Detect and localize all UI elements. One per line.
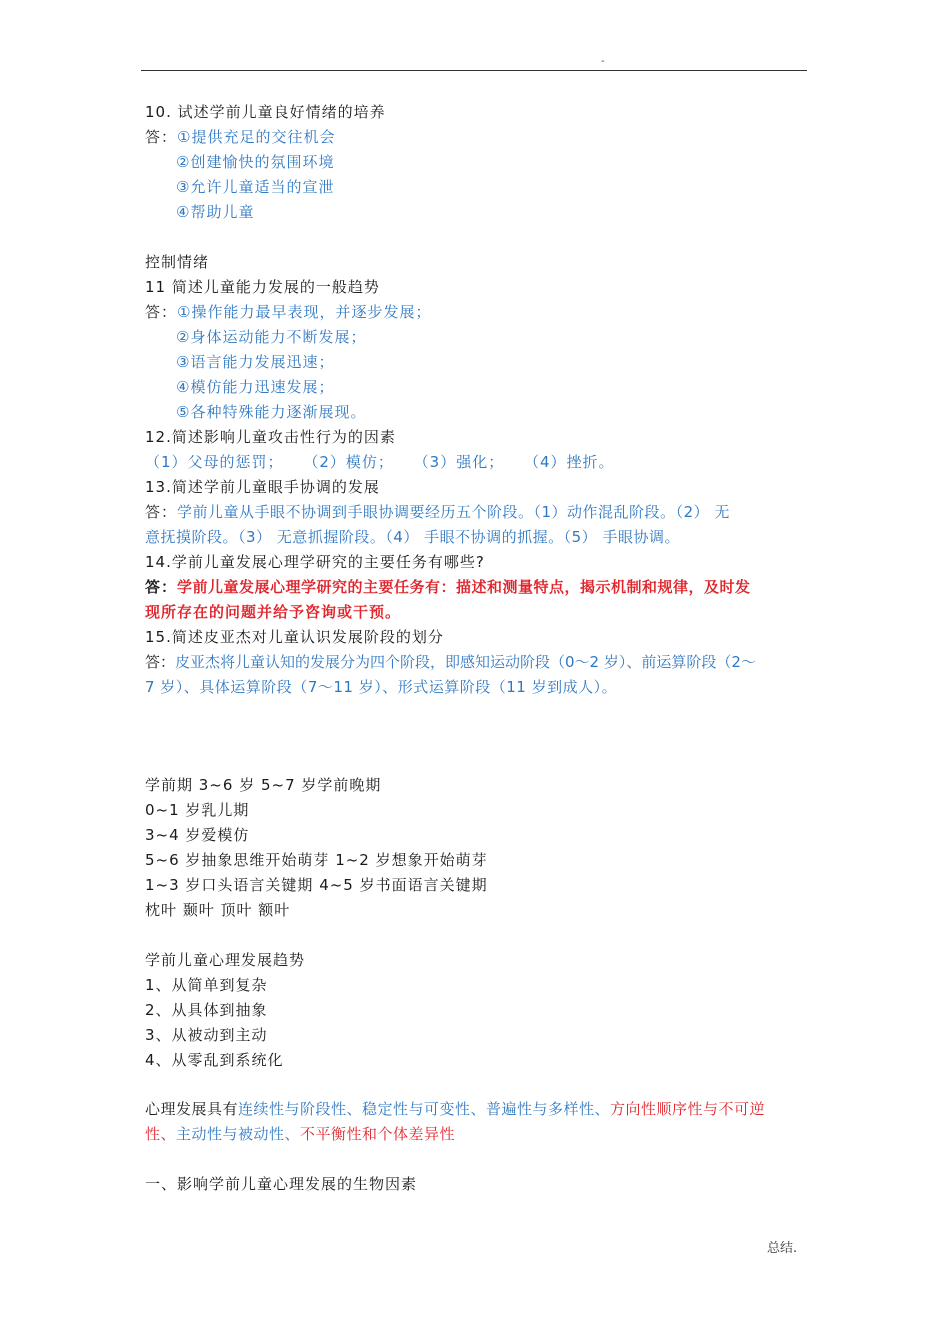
features-line <box>145 1099 765 1119</box>
features-red-text: 性、 <box>145 1125 177 1143</box>
q10-item: ③允许儿童适当的宣泄 <box>176 178 335 196</box>
q10-item: ①提供充足的交往机会 <box>177 128 336 146</box>
q13-title: 13.简述学前儿童眼手协调的发展 <box>145 478 380 496</box>
trend-item: 3、从被动到主动 <box>145 1026 268 1044</box>
note-line: 学前期 3~6 岁 5~7 岁学前晚期 <box>145 776 382 794</box>
q10-continuation: 控制情绪 <box>145 253 210 271</box>
trend-item: 1、从简单到复杂 <box>145 976 268 994</box>
q10-title: 10. 试述学前儿童良好情绪的培养 <box>145 103 386 121</box>
q10-answer-label: 答： <box>145 128 178 146</box>
q15-answer-text: 7 岁）、具体运算阶段（7～11 岁）、形式运算阶段（11 岁到成人）。 <box>145 678 618 696</box>
footer-text: 总结. <box>767 1241 798 1256</box>
q13-answer-line <box>145 502 730 522</box>
q11-title: 11 简述儿童能力发展的一般趋势 <box>145 278 380 296</box>
q12-answer-item: （2）模仿； <box>303 453 394 471</box>
q15-title: 15.简述皮亚杰对儿童认识发展阶段的划分 <box>145 628 444 646</box>
features-red-text: 方向性顺序性与不可逆 <box>610 1100 766 1118</box>
q12-answer <box>145 452 615 472</box>
trend-item: 4、从零乱到系统化 <box>145 1051 284 1069</box>
features-prefix: 心理发展具有 <box>145 1100 239 1118</box>
q14-answer-line <box>145 577 751 597</box>
features-blue-text: 主动性与被动性、 <box>176 1125 301 1143</box>
q10-item: ②创建愉快的氛围环境 <box>176 153 335 171</box>
note-line: 3~4 岁爱模仿 <box>145 826 250 844</box>
features-blue-text: 连续性与阶段性、稳定性与可变性、普遍性与多样性、 <box>238 1100 611 1118</box>
q13-answer-text: 意抚摸阶段。（3） 无意抓握阶段。（4） 手眼不协调的抓握。（5） 手眼协调。 <box>145 528 680 546</box>
note-line: 0~1 岁乳儿期 <box>145 801 250 819</box>
trend-item: 2、从具体到抽象 <box>145 1001 268 1019</box>
note-line: 枕叶 颞叶 顶叶 额叶 <box>145 901 291 919</box>
q11-item: ③语言能力发展迅速； <box>176 353 335 371</box>
q12-answer-item: （1）父母的惩罚； <box>145 453 284 471</box>
q13-answer-text: 学前儿童从手眼不协调到手眼协调要经历五个阶段。（1）动作混乱阶段。（2） 无 <box>177 503 730 521</box>
q11-item: ⑤各种特殊能力逐渐展现。 <box>176 403 367 421</box>
section-title: 一、影响学前儿童心理发展的生物因素 <box>145 1175 418 1193</box>
q10-item: ④帮助儿童 <box>176 203 255 221</box>
q14-answer-text: 现所存在的问题并给予咨询或干预。 <box>145 603 402 621</box>
header-rule <box>141 70 807 71</box>
q11-item: ①操作能力最早表现，并逐步发展； <box>177 303 432 321</box>
header-mark: - <box>601 56 605 67</box>
q11-answer <box>145 302 431 322</box>
q11-answer-label: 答： <box>145 303 178 321</box>
note-line: 5~6 岁抽象思维开始萌芽 1~2 岁想象开始萌芽 <box>145 851 488 869</box>
q12-answer-item: （3）强化； <box>413 453 505 471</box>
q15-answer-text: 皮亚杰将儿童认知的发展分为四个阶段，即感知运动阶段（0～2 岁）、前运算阶段（2～ <box>175 653 756 671</box>
q11-item: ④模仿能力迅速发展； <box>176 378 335 396</box>
q14-answer-text: 学前儿童发展心理学研究的主要任务有：描述和测量特点，揭示机制和规律，及时发 <box>177 578 751 596</box>
q10-answer <box>145 127 335 147</box>
q12-answer-item: （4）挫折。 <box>523 453 615 471</box>
trend-title: 学前儿童心理发展趋势 <box>145 951 306 969</box>
q14-answer-label: 答： <box>145 578 178 596</box>
q13-answer-label: 答： <box>145 503 178 521</box>
features-red-text: 不平衡性和个体差异性 <box>300 1125 456 1143</box>
features-line <box>145 1124 455 1144</box>
q11-item: ②身体运动能力不断发展； <box>176 328 367 346</box>
q12-title: 12.简述影响儿童攻击性行为的因素 <box>145 428 396 446</box>
q14-title: 14.学前儿童发展心理学研究的主要任务有哪些? <box>145 553 485 571</box>
q15-answer-line <box>145 652 756 672</box>
q15-answer-label: 答： <box>145 653 176 671</box>
note-line: 1~3 岁口头语言关键期 4~5 岁书面语言关键期 <box>145 876 488 894</box>
